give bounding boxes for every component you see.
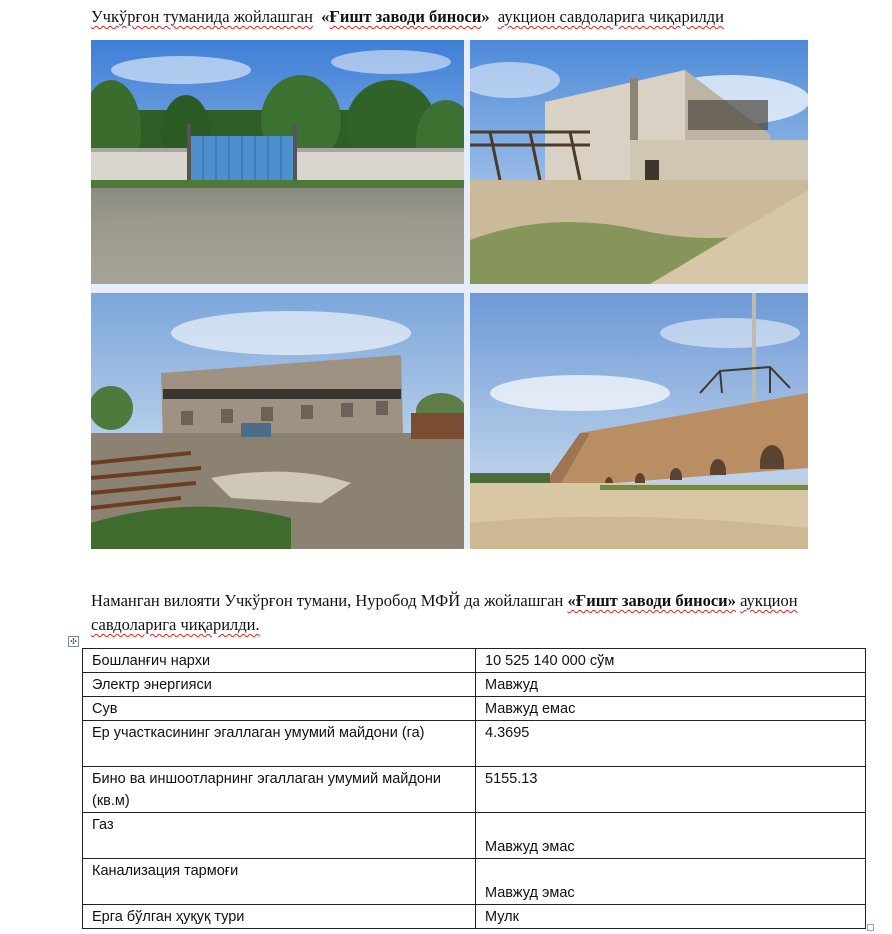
table-row: [83, 649, 866, 673]
row-value-sewerage: Мавжуд эмас: [476, 859, 866, 905]
row-key-sewerage: Канализация тармоғи: [83, 859, 476, 905]
headline-pre: Учкўрғон туманида жойлашган: [91, 7, 313, 26]
headline-name: Ғишт заводи биноси: [329, 7, 482, 26]
row-value-building-area: 5155.13: [476, 767, 866, 813]
headline-post: аукцион савдоларига чиқарилди: [497, 7, 724, 26]
row-value-land-right: Мулк: [476, 905, 866, 929]
row-value-land-area: 4.3695: [476, 721, 866, 767]
description-name: «Ғишт заводи биноси»: [567, 591, 736, 610]
kiln-photo: [470, 293, 808, 549]
row-value-gas: Мавжуд эмас: [476, 813, 866, 859]
row-key-land-area: Ер участкасининг эгаллаган умумий майдони (га): [83, 721, 476, 767]
headline-quote-close: »: [481, 7, 490, 26]
description-part1: Наманган вилояти Учкўрғон тумани, Нуробод МФЙ да жойлашган: [91, 591, 564, 610]
factory-building-photo: [470, 40, 808, 284]
table-row: [83, 859, 866, 905]
table-row: [83, 767, 866, 813]
gate-photo: [91, 40, 464, 284]
photo-grid: [91, 40, 808, 549]
table-resize-handle[interactable]: [867, 924, 874, 931]
headline-quote-open: «: [321, 7, 330, 26]
row-value-water: Мавжуд емас: [476, 697, 866, 721]
row-key-building-area: Бино ва иншоотларнинг эгаллаган умумий майдони (кв.м): [83, 767, 476, 813]
row-value-start-price: 10 525 140 000 сўм: [476, 649, 866, 673]
row-key-electricity: Электр энергияси: [83, 673, 476, 697]
move-table-icon[interactable]: ✣: [68, 636, 79, 647]
row-key-start-price: Бошланғич нархи: [83, 649, 476, 673]
headline: [91, 6, 831, 28]
warehouse-photo: [91, 293, 464, 549]
table-row: [83, 721, 866, 767]
table-row: [83, 905, 866, 929]
table-row: [83, 697, 866, 721]
description-paragraph: [91, 589, 831, 637]
row-key-land-right: Ерга бўлган ҳуқуқ тури: [83, 905, 476, 929]
row-key-water: Сув: [83, 697, 476, 721]
description-part2: аукцион савдоларига чиқарилди.: [91, 591, 798, 634]
table-row: [83, 673, 866, 697]
table-row: [83, 813, 866, 859]
row-key-gas: Газ: [83, 813, 476, 859]
properties-table: [82, 648, 866, 929]
row-value-electricity: Мавжуд: [476, 673, 866, 697]
